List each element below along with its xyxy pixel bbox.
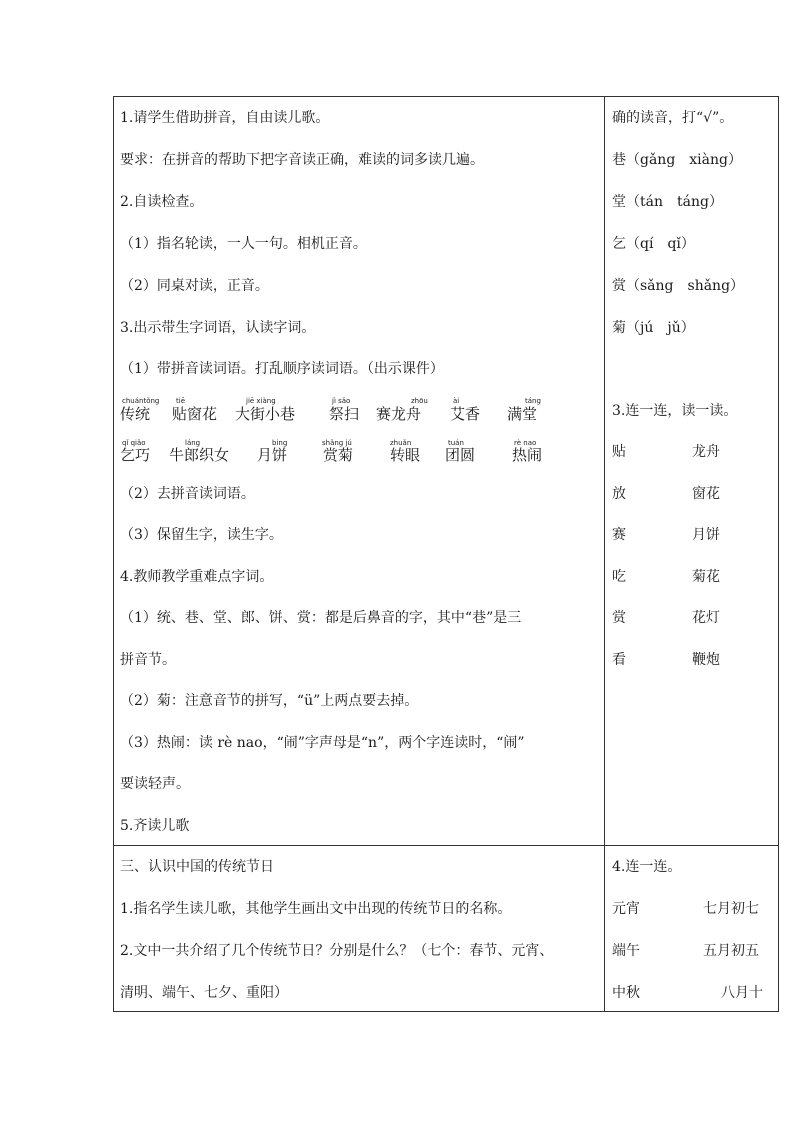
matching-exercise-title: 3.连一连，读一读。 bbox=[612, 403, 738, 419]
step-2-sub-1: （1）指名轮读，一人一句。相机正音。 bbox=[120, 236, 367, 252]
pinyin-label: tiē bbox=[176, 397, 185, 405]
step-2-text: 2.自读检查。 bbox=[120, 194, 204, 210]
step-4-sub-3: （3）热闹：读 rè nao，“闹”字声母是“n”，两个字连读时，“闹” bbox=[120, 735, 525, 751]
vocab-word: 乞巧 bbox=[120, 446, 151, 464]
vocab-word: 传统 bbox=[120, 405, 151, 423]
vocab-word: 转眼 bbox=[390, 446, 421, 464]
vocab-word: 赏菊 bbox=[323, 446, 354, 464]
section-3-step-1: 1.指名学生读儿歌，其他学生画出文中出现的传统节日的名称。 bbox=[120, 901, 512, 917]
vocab-word: 热闹 bbox=[512, 446, 543, 464]
vocab-word: 大街小巷 bbox=[235, 405, 296, 423]
pronunciation-item: 菊（jú jǔ） bbox=[612, 320, 695, 336]
festival-name: 端午 bbox=[612, 943, 640, 959]
festival-name: 元宵 bbox=[612, 901, 640, 917]
step-3-sub-1: （1）带拼音读词语。打乱顺序读词语。（出示课件） bbox=[120, 361, 444, 377]
step-4-sub-2: （2）菊：注意音节的拼写，“ü”上两点要去掉。 bbox=[120, 693, 419, 709]
match-right-item: 鞭炮 bbox=[692, 652, 720, 668]
step-5-text: 5.齐读儿歌 bbox=[120, 818, 190, 834]
match-right-item: 窗花 bbox=[692, 486, 720, 502]
pronunciation-item: 堂（tán táng） bbox=[612, 194, 723, 210]
match-right-item: 月饼 bbox=[692, 527, 720, 543]
step-1-text: 1.请学生借助拼音，自由读儿歌。 bbox=[120, 110, 330, 126]
vocab-word: 赛龙舟 bbox=[376, 405, 422, 423]
pinyin-label: jì sǎo bbox=[332, 397, 351, 405]
pinyin-label: tuán bbox=[448, 439, 464, 447]
festival-name: 中秋 bbox=[612, 985, 640, 1001]
section-3-step-2: 2.文中一共介绍了几个传统节日？分别是什么？（七个：春节、元宵、 bbox=[120, 943, 554, 959]
vocab-word: 贴窗花 bbox=[172, 405, 218, 423]
pronunciation-item: 乞（qí qǐ） bbox=[612, 236, 695, 252]
lesson-table bbox=[113, 96, 779, 1012]
match-left-item: 赛 bbox=[612, 527, 626, 543]
pinyin-label: láng bbox=[185, 439, 201, 447]
vocab-word: 团圆 bbox=[445, 446, 476, 464]
festival-date: 七月初七 bbox=[703, 901, 759, 917]
pinyin-label: zhuǎn bbox=[390, 439, 412, 447]
vocab-word: 祭扫 bbox=[329, 405, 360, 423]
pinyin-label: qǐ qiǎo bbox=[122, 439, 146, 447]
pinyin-label: shǎng jú bbox=[322, 439, 352, 447]
section-3-step-2-cont: 清明、端午、七夕、重阳） bbox=[120, 985, 288, 1001]
step-4-sub-3-cont: 要读轻声。 bbox=[120, 776, 190, 792]
match-left-item: 吃 bbox=[612, 569, 626, 585]
step-3-sub-2: （2）去拼音读词语。 bbox=[120, 486, 255, 502]
step-3-sub-3: （3）保留生字，读生字。 bbox=[120, 527, 283, 543]
step-4-sub-1-cont: 拼音节。 bbox=[120, 652, 176, 668]
match-left-item: 贴 bbox=[612, 444, 626, 460]
festival-date: 五月初五 bbox=[703, 943, 759, 959]
vocab-word: 艾香 bbox=[450, 405, 481, 423]
pronunciation-item: 赏（sǎng shǎng） bbox=[612, 278, 745, 294]
column-divider bbox=[604, 97, 605, 1011]
pinyin-label: bing bbox=[272, 439, 288, 447]
vocab-word: 牛郎织女 bbox=[169, 446, 230, 464]
match-right-item: 花灯 bbox=[692, 610, 720, 626]
step-4-sub-1: （1）统、巷、堂、郎、饼、赏：都是后鼻音的字，其中“巷”是三 bbox=[120, 610, 522, 626]
match-right-item: 龙舟 bbox=[692, 444, 720, 460]
pinyin-label: ài bbox=[453, 397, 460, 405]
vocab-word: 月饼 bbox=[257, 446, 288, 464]
row-divider bbox=[114, 845, 778, 846]
pinyin-label: chuántǒng bbox=[122, 397, 160, 405]
match-left-item: 看 bbox=[612, 652, 626, 668]
pinyin-label: zhōu bbox=[411, 397, 428, 405]
pinyin-label: rè nao bbox=[514, 439, 537, 447]
festival-date: 八月十 bbox=[721, 985, 763, 1001]
step-2-sub-2: （2）同桌对读，正音。 bbox=[120, 278, 269, 294]
matching-exercise-4-title: 4.连一连。 bbox=[612, 859, 682, 875]
match-right-item: 菊花 bbox=[692, 569, 720, 585]
pinyin-label: jiē xiàng bbox=[246, 397, 276, 405]
pinyin-label: táng bbox=[525, 397, 541, 405]
vocab-word: 满堂 bbox=[507, 405, 538, 423]
match-left-item: 赏 bbox=[612, 610, 626, 626]
pronunciation-item: 巷（gǎng xiàng） bbox=[612, 152, 742, 168]
exercise-instruction: 确的读音，打“√”。 bbox=[612, 110, 734, 126]
step-4-text: 4.教师教学重难点字词。 bbox=[120, 569, 274, 585]
match-left-item: 放 bbox=[612, 486, 626, 502]
section-3-heading: 三、认识中国的传统节日 bbox=[120, 859, 274, 875]
requirement-text: 要求：在拼音的帮助下把字音读正确，难读的词多读几遍。 bbox=[120, 152, 484, 168]
step-3-text: 3.出示带生字词语，认读字词。 bbox=[120, 320, 316, 336]
